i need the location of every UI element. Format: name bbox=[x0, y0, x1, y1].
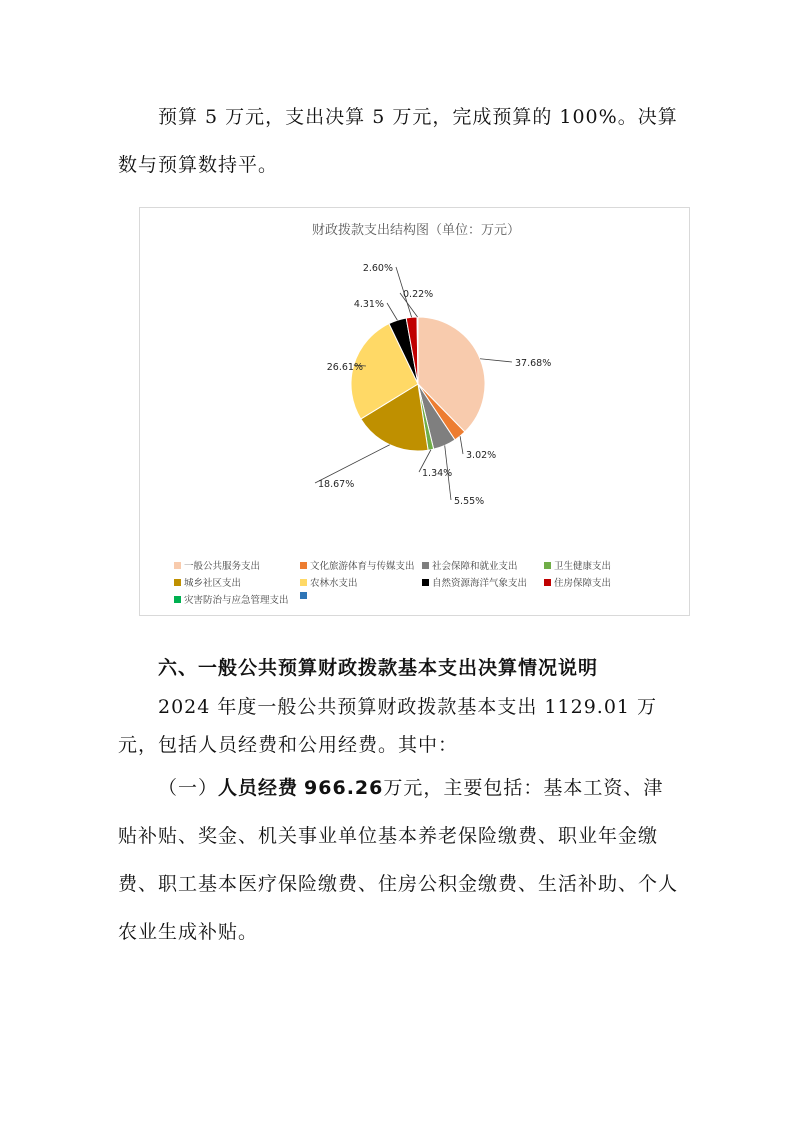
legend-label: 社会保障和就业支出 bbox=[432, 561, 518, 572]
legend-label: 文化旅游体育与传媒支出 bbox=[310, 561, 415, 572]
personnel-amount: 966.26 bbox=[304, 777, 384, 799]
data-label-9: 0.22% bbox=[403, 289, 434, 300]
legend-label: 农林水支出 bbox=[310, 578, 358, 589]
pie-chart-svg bbox=[140, 208, 691, 617]
legend-label: 灾害防治与应急管理支出 bbox=[184, 595, 289, 606]
legend-swatch bbox=[300, 562, 307, 569]
expenditure-pie-chart bbox=[139, 207, 690, 616]
legend-item-9 bbox=[174, 592, 289, 606]
legend-swatch bbox=[174, 562, 181, 569]
leader-line-7 bbox=[387, 303, 397, 320]
top-paragraph: 预算 5 万元，支出决算 5 万元，完成预算的 100%。决算数与预算数持平。 bbox=[118, 106, 678, 176]
legend-item-extra bbox=[300, 592, 310, 599]
data-label-1: 37.68% bbox=[515, 358, 552, 369]
legend-item-2 bbox=[300, 558, 415, 572]
legend-swatch bbox=[300, 579, 307, 586]
legend-swatch bbox=[422, 579, 429, 586]
legend-label: 住房保障支出 bbox=[554, 578, 612, 589]
paragraph-personnel-expenditure bbox=[118, 764, 678, 956]
legend-item-7 bbox=[422, 575, 527, 589]
leader-line-1 bbox=[480, 359, 512, 362]
legend-item-3 bbox=[422, 558, 518, 572]
data-label-3: 5.55% bbox=[454, 496, 485, 507]
data-label-2: 3.02% bbox=[466, 450, 497, 461]
legend-item-8 bbox=[544, 575, 611, 589]
legend-swatch bbox=[422, 562, 429, 569]
legend-swatch bbox=[544, 562, 551, 569]
item-prefix: （一） bbox=[158, 777, 219, 799]
leader-line-2 bbox=[460, 436, 463, 454]
personnel-description: 万元，主要包括：基本工资、津贴补贴、奖金、机关事业单位基本养老保险缴费、职业年金缴费、职工基本医疗保险缴费、住房公积金缴费、生活补助、个人农业生成补贴。 bbox=[118, 777, 679, 943]
personnel-label: 人员经费 bbox=[218, 777, 299, 799]
section-heading: 六、一般公共预算财政拨款基本支出决算情况说明 bbox=[158, 657, 599, 679]
data-label-6: 26.61% bbox=[326, 362, 363, 373]
chart-title: 财政拨款支出结构图（单位：万元） bbox=[311, 223, 521, 238]
legend-label: 城乡社区支出 bbox=[184, 578, 242, 589]
data-label-7: 4.31% bbox=[353, 299, 384, 310]
legend-label: 一般公共服务支出 bbox=[184, 561, 261, 572]
legend-item-4 bbox=[544, 558, 611, 572]
legend-swatch bbox=[300, 592, 307, 599]
legend-label: 自然资源海洋气象支出 bbox=[432, 578, 528, 589]
legend-swatch bbox=[544, 579, 551, 586]
legend-item-1 bbox=[174, 558, 260, 572]
data-label-8: 2.60% bbox=[362, 263, 393, 274]
leader-line-5 bbox=[315, 445, 390, 483]
legend-label: 卫生健康支出 bbox=[554, 561, 612, 572]
legend-swatch bbox=[174, 596, 181, 603]
data-label-5: 18.67% bbox=[318, 479, 355, 490]
data-label-4: 1.34% bbox=[422, 468, 453, 479]
legend-swatch bbox=[174, 579, 181, 586]
paragraph-basic-expenditure: 2024 年度一般公共预算财政拨款基本支出 1129.01 万元，包括人员经费和公用经费。其中： bbox=[118, 696, 658, 756]
legend-item-5 bbox=[174, 575, 241, 589]
legend-item-6 bbox=[300, 575, 358, 589]
